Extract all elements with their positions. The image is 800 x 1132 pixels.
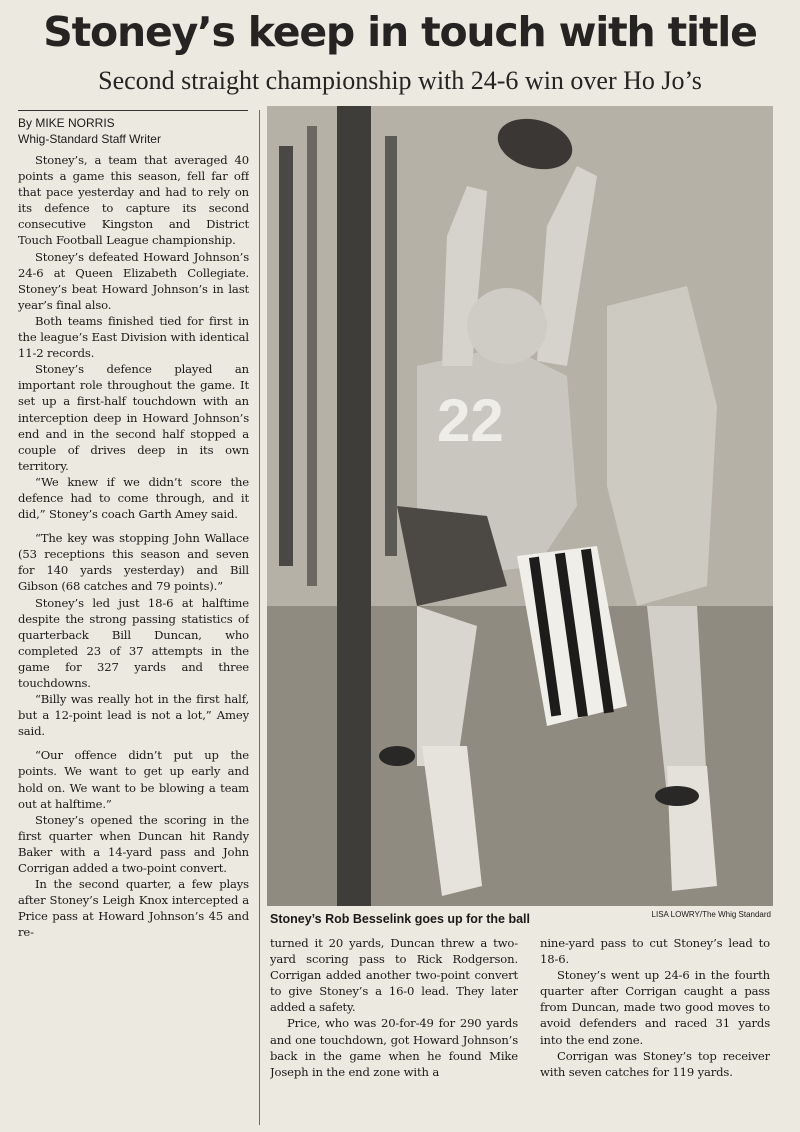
column-divider [259, 110, 260, 1125]
photo-illustration [267, 106, 773, 906]
article-column-2 [270, 935, 518, 1130]
paragraph: Both teams finished tied for first in the league’s East Division with identical 11-2 records. [18, 313, 249, 361]
article-column-3 [540, 935, 770, 1130]
paragraph: turned it 20 yards, Duncan threw a two-yard scoring pass to Rick Rodgerson. Corrigan added another two-point convert to give Stoney’s a 16-0 lead. They later added a safety. [270, 936, 518, 1015]
paragraph: Stoney’s opened the scoring in the first quarter when Duncan hit Randy Baker with a 14-yard pass and John Corrigan added a two-point convert. [18, 812, 249, 876]
article-column-1 [18, 152, 249, 1127]
paragraph: “The key was stopping John Wallace (53 receptions this season and seven for 140 yards yesterday) and Bill Gibson (68 catches and 79 points).” [18, 531, 249, 594]
paragraph: Stoney’s defeated Howard Johnson’s 24-6 at Queen Elizabeth Collegiate. Stoney’s beat Howard Johnson’s in last year’s final also. [18, 249, 249, 312]
headline: Stoney’s keep in touch with title [43, 8, 757, 56]
paragraph: Corrigan was Stoney’s top receiver with seven catches for 119 yards. [540, 1048, 770, 1079]
paragraph: Stoney’s led just 18-6 at halftime despite the strong passing statistics of quarterback Bill Duncan, who completed 23 of 37 attempts in the game for 327 yards and three touchdowns. [18, 595, 249, 690]
paragraph: “Our offence didn’t put up the points. We want to get up early and hold on. We want to be blowing a team out at halftime.” [18, 748, 249, 811]
paragraph: “Billy was really hot in the first half, but a 12-point lead is not a lot,” Amey said. [18, 692, 249, 739]
byline-position: Whig-Standard Staff Writer [18, 132, 161, 146]
paragraph: Stoney’s went up 24-6 in the fourth quarter after Corrigan caught a pass from Duncan, made two good moves to avoid defenders and raced 31 yards into the end zone. [540, 968, 770, 1047]
paragraph: Stoney’s defence played an important role throughout the game. It set up a first-half touchdown with an interception deep in Howard Johnson’s end and in the second half stopped a couple of drives deep in its own territory. [18, 362, 249, 473]
paragraph: Stoney’s, a team that averaged 40 points a game this season, fell far off that pace yesterday and had to rely on its defence to capture its second consecutive Kingston and District Touch Football League championship. [18, 153, 249, 248]
photo-credit: LISA LOWRY/The Whig Standard [651, 910, 771, 919]
photo-caption: Stoney’s Rob Besselink goes up for the ball [270, 912, 531, 926]
paragraph: nine-yard pass to cut Stoney’s lead to 18-6. [540, 936, 770, 967]
byline-author: By MIKE NORRIS [18, 116, 115, 130]
byline [18, 110, 248, 147]
paragraph: “We knew if we didn’t score the defence had to come through, and it did,” Stoney’s coach Garth Amey said. [18, 474, 249, 522]
jersey-number: 22 [437, 387, 504, 454]
subheadline: Second straight championship with 24-6 win over Ho Jo’s [98, 66, 702, 95]
paragraph: Price, who was 20-for-49 for 290 yards and one touchdown, got Howard Johnson’s back in the game when he found Mike Joseph in the end zone with a [270, 1016, 518, 1079]
paragraph: In the second quarter, a few plays after Stoney’s Leigh Knox intercepted a Price pass at Howard Johnson’s 45 and re- [18, 877, 249, 940]
game-photo [267, 106, 773, 906]
